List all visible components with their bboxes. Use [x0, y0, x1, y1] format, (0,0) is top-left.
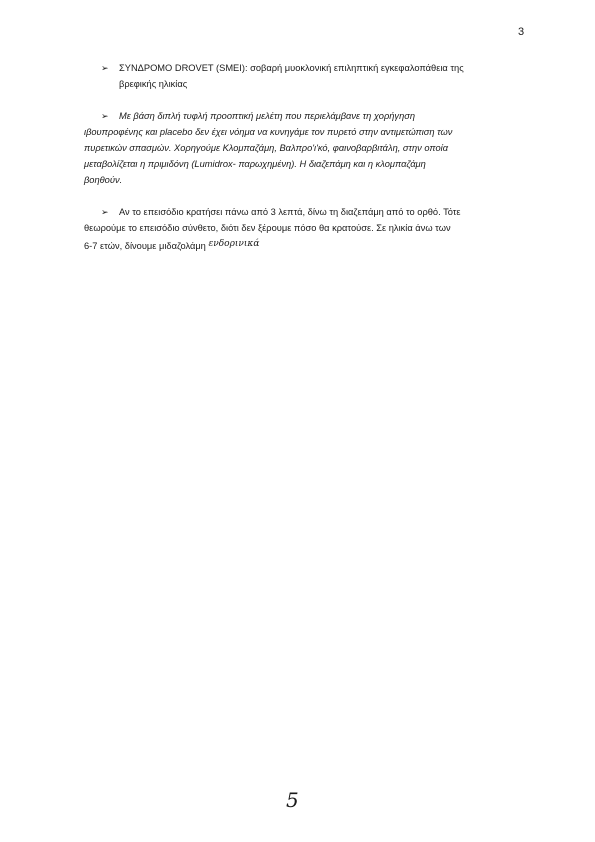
bullet-text-line: βοηθούν.: [84, 175, 123, 185]
page-number: 3: [518, 26, 525, 38]
arrow-bullet-icon: ➢: [101, 111, 109, 121]
bullet-text-line: βρεφικής ηλικίας: [119, 79, 188, 89]
bullet-text-line: Αν το επεισόδιο κρατήσει πάνω από 3 λεπτά, δίνω τη διαζεπάμη από το ορθό. Τότε: [119, 207, 461, 217]
bullet-text-line: Με βάση διπλή τυφλή προοπτική μελέτη που περιελάμβανε τη χορήγηση: [119, 111, 416, 121]
bullet-ibuprofen-study: [84, 108, 521, 188]
bullet-text-line: ΣΥΝΔΡΟΜΟ DROVET (SMEI): σοβαρή μυοκλονική επιληπτική εγκεφαλοπάθεια της: [119, 63, 464, 73]
handwritten-page-number: 5: [286, 788, 299, 812]
arrow-bullet-icon: ➢: [101, 63, 109, 73]
bullet-text-line: πυρετικών σπασμών. Χορηγούμε Κλομπαζάμη, Βαλπρο'ι'κό, φαινοβαρβιτάλη, στην οποία: [84, 143, 449, 153]
handwritten-annotation: ενδορινικά: [208, 239, 260, 249]
bullet-text-line: θεωρούμε το επεισόδιο σύνθετο, διότι δεν ξέρουμε πόσο θα κρατούσε. Σε ηλικία άνω των: [84, 223, 451, 233]
bullet-diazepam-episode: [84, 204, 521, 254]
bullet-text-line: 6-7 ετών, δίνουμε μιδαζολάμη: [84, 241, 206, 251]
bullet-dravet-syndrome: [101, 60, 521, 92]
bullet-text-line: μεταβολίζεται η πριμιδόνη (Lumidrox- παρωχημένη). Η διαζεπάμη και η κλομπαζάμη: [84, 159, 426, 169]
bullet-text-line: ιβουπροφένης και placebo δεν έχει νόημα να κυνηγάμε τον πυρετό στην αντιμετώπιση των: [84, 127, 453, 137]
arrow-bullet-icon: ➢: [101, 207, 109, 217]
